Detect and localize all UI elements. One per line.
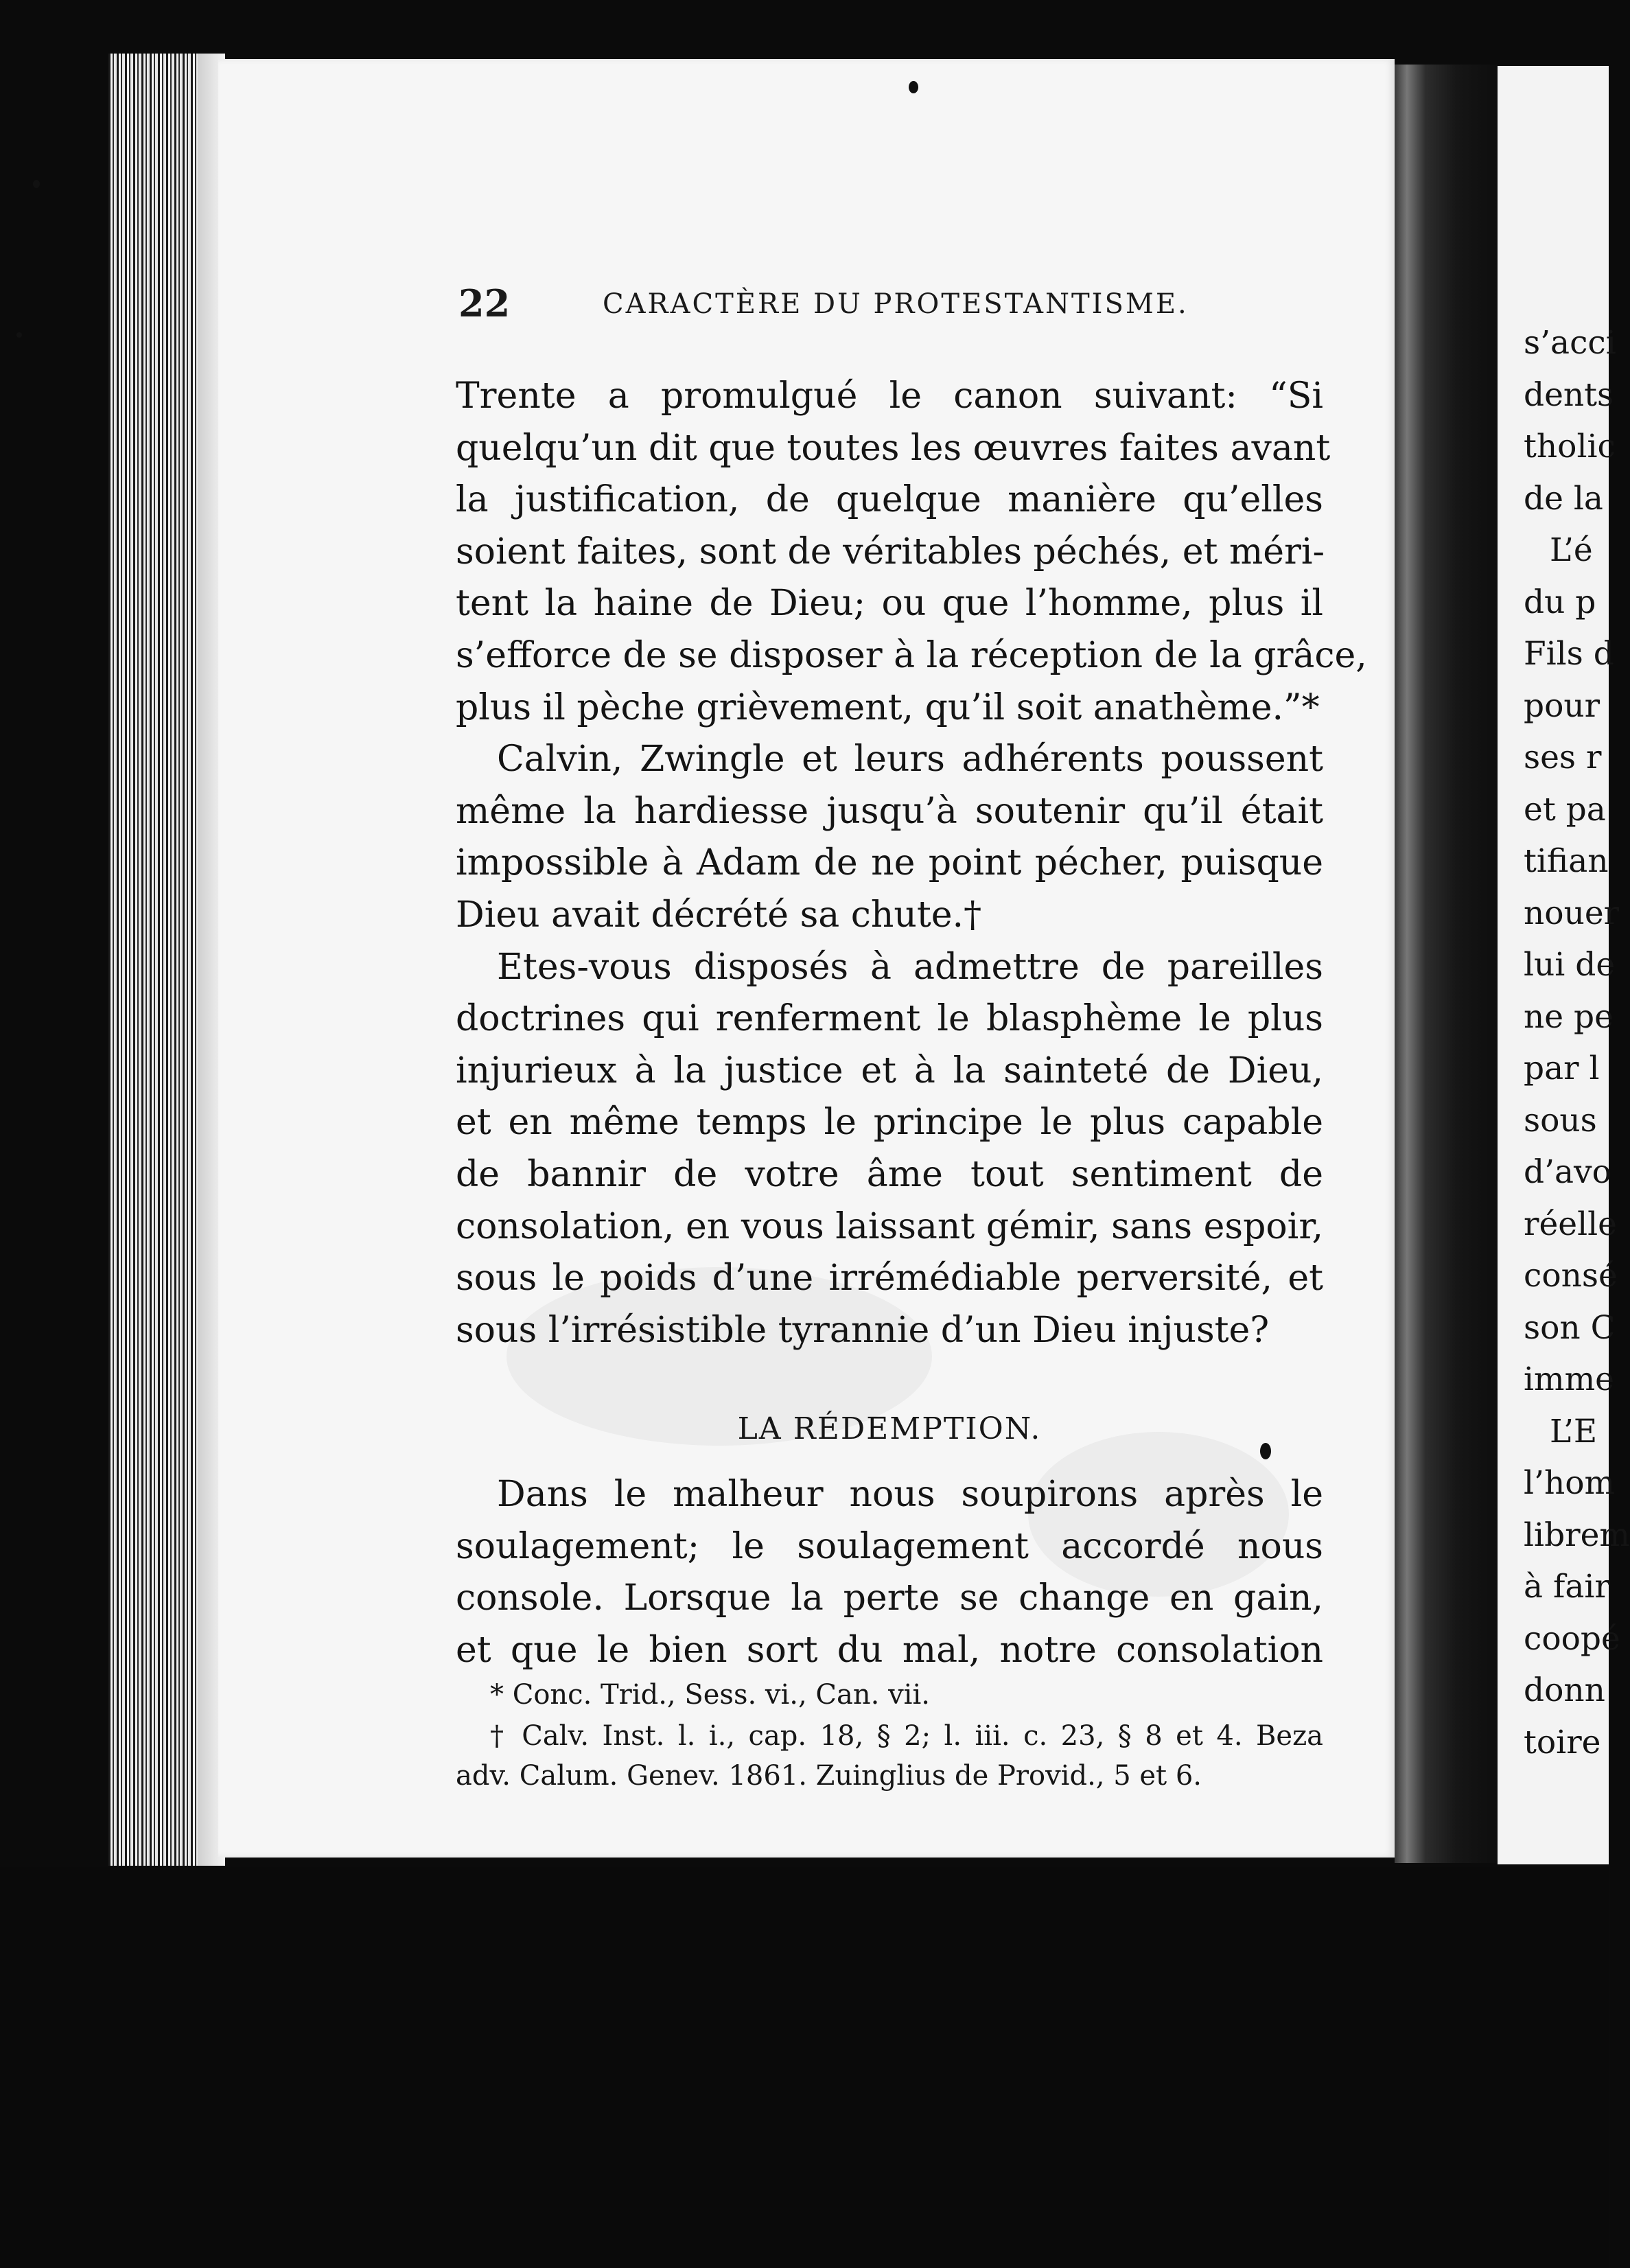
facing-page-line: librem	[1524, 1516, 1630, 1554]
facing-page-line: dents	[1524, 375, 1614, 414]
body-line: et en même temps le principe le plus capable	[456, 1102, 1323, 1144]
facing-page-line: réelle	[1524, 1205, 1617, 1243]
facing-page-line: à fair	[1524, 1568, 1610, 1606]
facing-page-line: du p	[1524, 583, 1596, 621]
facing-page-line: s’acci	[1524, 324, 1616, 362]
body-line: Trente a promulgué le canon suivant: “Si	[456, 375, 1323, 417]
facing-page-line: ses r	[1524, 739, 1602, 776]
facing-page-line: tifian	[1524, 842, 1609, 880]
body-line: impossible à Adam de ne point pécher, puisque	[456, 842, 1323, 884]
ink-speck	[909, 81, 918, 93]
section-line: soulagement; le soulagement accordé nous	[456, 1525, 1323, 1567]
body-line: même la hardiesse jusqu’à soutenir qu’il était	[456, 790, 1323, 832]
body-line: consolation, en vous laissant gémir, sans espoir,	[456, 1205, 1323, 1247]
body-line: plus il pèche grièvement, qu’il soit anathème.”*	[456, 686, 1320, 728]
body-line: la justification, de quelque manière qu’elles	[456, 479, 1323, 521]
body-line: quelqu’un dit que toutes les œuvres faites avant	[456, 427, 1331, 469]
dust-speck	[16, 332, 22, 338]
body-line: Calvin, Zwingle et leurs adhérents poussent	[497, 739, 1323, 780]
section-heading: LA RÉDEMPTION.	[737, 1411, 1042, 1446]
facing-page-line: tholic	[1524, 428, 1616, 465]
body-line: de bannir de votre âme tout sentiment de	[456, 1154, 1323, 1195]
facing-page-line: l’hom	[1524, 1464, 1616, 1502]
footnote-line: adv. Calum. Genev. 1861. Zuinglius de Provid., 5 et 6.	[456, 1760, 1202, 1792]
body-line: Etes-vous disposés à admettre de pareilles	[497, 946, 1323, 988]
facing-page-line: nouer	[1524, 894, 1620, 932]
facing-page	[1498, 66, 1630, 1864]
body-line: sous l’irrésistible tyrannie d’un Dieu injuste?	[456, 1309, 1270, 1351]
running-title: CARACTÈRE DU PROTESTANTISME.	[603, 288, 1189, 320]
facing-page-line: lui de	[1524, 946, 1616, 984]
dust-speck	[33, 180, 40, 188]
scan-background	[0, 1867, 1609, 2268]
facing-page-line: et pa	[1524, 790, 1606, 829]
facing-page-line: de la	[1524, 479, 1603, 518]
facing-page-line: d’avo	[1524, 1153, 1611, 1191]
facing-page-line: coopé	[1524, 1619, 1620, 1658]
facing-page-line: pour	[1524, 686, 1600, 725]
section-line: et que le bien sort du mal, notre consolation	[456, 1629, 1323, 1671]
facing-page-line: donn	[1524, 1671, 1605, 1709]
facing-page-line: L’é	[1550, 531, 1593, 569]
footnote-line: † Calv. Inst. l. i., cap. 18, § 2; l. iii. c. 23, § 8 et 4. Beza	[490, 1720, 1323, 1752]
body-line: s’efforce de se disposer à la réception de la grâce,	[456, 635, 1367, 676]
body-line: injurieux à la justice et à la sainteté de Dieu,	[456, 1050, 1323, 1091]
facing-page-line: L’E	[1550, 1412, 1598, 1450]
footnote-line: * Conc. Trid., Sess. vi., Can. vii.	[490, 1679, 930, 1711]
facing-page-line: par l	[1524, 1050, 1600, 1087]
body-line: sous le poids d’une irrémédiable perversité, et	[456, 1258, 1323, 1299]
body-line: Dieu avait décrété sa chute.†	[456, 894, 982, 936]
body-line: doctrines qui renferment le blasphème le plus	[456, 998, 1323, 1040]
facing-page-line: toire	[1524, 1723, 1601, 1761]
facing-page-line: sous	[1524, 1101, 1597, 1139]
facing-page-line: consé	[1524, 1257, 1618, 1295]
facing-page-line: Fils d	[1524, 635, 1614, 673]
body-line: tent la haine de Dieu; ou que l’homme, plus il	[456, 583, 1323, 625]
section-line: console. Lorsque la perte se change en gain,	[456, 1577, 1323, 1619]
facing-page-line: ne pe	[1524, 997, 1614, 1036]
page-edge-stack	[108, 54, 225, 1866]
book-gutter	[1395, 65, 1498, 1863]
page-number: 22	[458, 281, 511, 325]
section-line: Dans le malheur nous soupirons après le	[497, 1474, 1323, 1515]
body-line: soient faites, sont de véritables péchés, et méri-	[456, 531, 1325, 572]
facing-page-line: imme	[1524, 1361, 1614, 1398]
facing-page-line: son C	[1524, 1308, 1616, 1347]
